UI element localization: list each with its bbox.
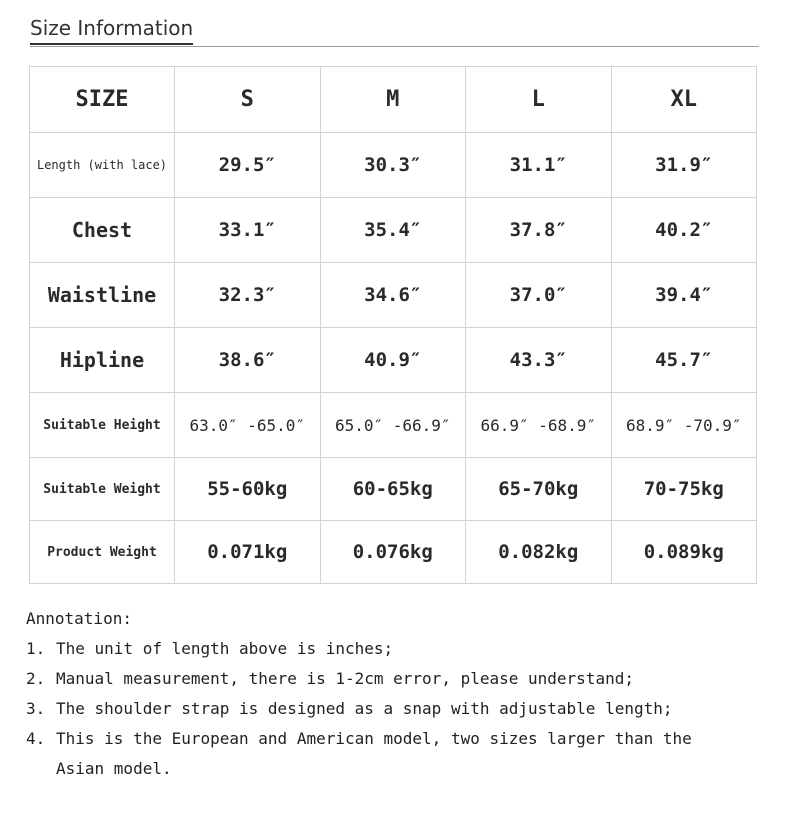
table-row (30, 328, 757, 393)
table-cell: 68.9″ -70.9″ (611, 393, 757, 458)
column-header-xl: XL (611, 67, 757, 133)
table-row (30, 133, 757, 198)
table-cell: 39.4″ (611, 263, 757, 328)
table-cell: 60-65kg (320, 458, 466, 521)
row-label-suitable-height: Suitable Height (30, 393, 175, 458)
note-number: 4. (26, 729, 46, 748)
column-header-size: SIZE (30, 67, 175, 133)
table-cell: 0.076kg (320, 521, 466, 584)
table-header-row (30, 67, 757, 133)
column-header-m: M (320, 67, 466, 133)
table-cell: 43.3″ (466, 328, 612, 393)
table-cell: 34.6″ (320, 263, 466, 328)
table-cell: 66.9″ -68.9″ (466, 393, 612, 458)
table-cell: 31.1″ (466, 133, 612, 198)
table-row (30, 263, 757, 328)
note-text: The unit of length above is inches; (56, 639, 394, 658)
column-header-s: S (175, 67, 321, 133)
table-cell: 31.9″ (611, 133, 757, 198)
table-cell: 63.0″ -65.0″ (175, 393, 321, 458)
table-row (30, 393, 757, 458)
table-cell: 29.5″ (175, 133, 321, 198)
note-text: This is the European and American model, two sizes larger than the Asian model. (56, 729, 692, 778)
section-title: Size Information (30, 16, 193, 45)
table-cell: 65-70kg (466, 458, 612, 521)
table-cell: 32.3″ (175, 263, 321, 328)
row-label-hipline: Hipline (30, 328, 175, 393)
table-cell: 0.082kg (466, 521, 612, 584)
table-row (30, 458, 757, 521)
list-item (26, 634, 766, 664)
list-item (26, 724, 766, 784)
table-cell: 0.089kg (611, 521, 757, 584)
table-cell: 65.0″ -66.9″ (320, 393, 466, 458)
list-item (26, 694, 766, 724)
list-item (26, 664, 766, 694)
note-text: Manual measurement, there is 1-2cm error, please understand; (56, 669, 634, 688)
table-cell: 30.3″ (320, 133, 466, 198)
table-cell: 37.0″ (466, 263, 612, 328)
note-number: 2. (26, 669, 46, 688)
table-cell: 37.8″ (466, 198, 612, 263)
note-number: 3. (26, 699, 46, 718)
column-header-l: L (466, 67, 612, 133)
table-cell: 33.1″ (175, 198, 321, 263)
note-number: 1. (26, 639, 46, 658)
table-cell: 38.6″ (175, 328, 321, 393)
section-header (30, 16, 759, 47)
row-label-product-weight: Product Weight (30, 521, 175, 584)
table-cell: 40.9″ (320, 328, 466, 393)
row-label-waistline: Waistline (30, 263, 175, 328)
row-label-chest: Chest (30, 198, 175, 263)
table-cell: 45.7″ (611, 328, 757, 393)
annotation-block (26, 604, 766, 784)
table-cell: 55-60kg (175, 458, 321, 521)
table-row (30, 198, 757, 263)
size-chart-table (29, 66, 757, 584)
table-cell: 40.2″ (611, 198, 757, 263)
note-text: The shoulder strap is designed as a snap with adjustable length; (56, 699, 673, 718)
row-label-length: Length (with lace) (30, 133, 175, 198)
row-label-suitable-weight: Suitable Weight (30, 458, 175, 521)
table-cell: 35.4″ (320, 198, 466, 263)
annotation-heading: Annotation: (26, 609, 132, 628)
table-row (30, 521, 757, 584)
table-cell: 0.071kg (175, 521, 321, 584)
table-cell: 70-75kg (611, 458, 757, 521)
